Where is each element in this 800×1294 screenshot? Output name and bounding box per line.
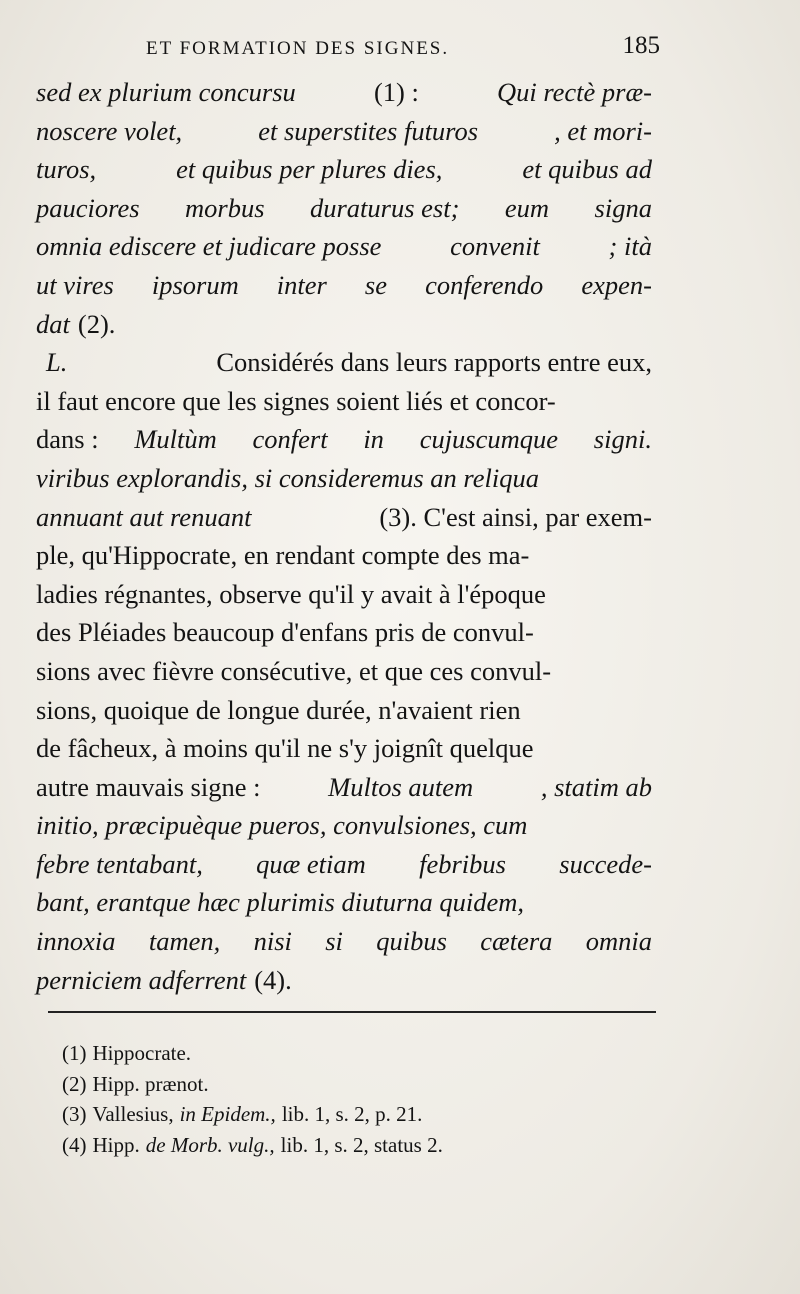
- text-segment: si: [325, 926, 343, 957]
- footnote-text: lib. 1, s. 2, p. 21.: [281, 1102, 423, 1126]
- text-segment: succede-: [559, 848, 652, 879]
- footnote-marker: (4): [62, 1132, 87, 1157]
- footnote-text: Hipp. prænot.: [92, 1071, 209, 1096]
- text-segment: et quibus per plures dies,: [176, 154, 443, 185]
- text-segment: expen-: [581, 269, 652, 300]
- footnote-marker: (2): [62, 1071, 87, 1096]
- text-segment: sions avec fièvre consécutive, et que ces convul-: [36, 655, 552, 686]
- text-line: [36, 961, 652, 1000]
- text-segment: dans :: [36, 424, 99, 455]
- text-segment: febre tentabant,: [36, 848, 203, 879]
- text-segment: autre mauvais signe :: [36, 771, 261, 802]
- text-segment: febribus: [419, 848, 506, 879]
- text-segment: initio, præcipuèque pueros, convulsiones, cum: [36, 810, 528, 841]
- text-segment: (4).: [254, 964, 292, 995]
- text-line: [36, 382, 652, 421]
- text-segment: signi.: [593, 424, 652, 455]
- text-segment: , statim ab: [540, 771, 652, 802]
- text-line: [36, 652, 652, 691]
- text-segment: Multos autem: [328, 771, 474, 802]
- footnote-marker: (1): [62, 1041, 87, 1065]
- text-segment: noscere volet,: [36, 115, 183, 146]
- text-line: [36, 305, 652, 344]
- text-segment: conferendo: [425, 269, 544, 300]
- text-segment: Considérés dans leurs rapports entre eux,: [216, 347, 652, 378]
- text-segment: Qui rectè præ-: [496, 77, 652, 107]
- text-segment: in: [363, 424, 384, 455]
- main-text: [36, 73, 652, 999]
- footnote-text: Vallesius,: [92, 1102, 174, 1126]
- text-segment: sed ex plurium concursu: [36, 77, 296, 107]
- text-segment: confert: [252, 424, 328, 455]
- text-segment: omnia ediscere et judicare posse: [36, 231, 382, 262]
- text-line: [36, 73, 652, 112]
- footnote-text: lib. 1, s. 2, status 2.: [280, 1132, 443, 1157]
- footnote-text: Hippocrate.: [92, 1041, 192, 1065]
- text-line: [36, 420, 652, 459]
- text-segment: des Pléiades beaucoup d'enfans pris de convul-: [36, 617, 534, 648]
- text-line: [36, 536, 652, 575]
- text-segment: pauciores: [36, 192, 140, 223]
- footnote-text: de Morb. vulg.,: [145, 1132, 275, 1157]
- text-line: [36, 729, 652, 768]
- text-segment: annuant aut renuant: [36, 501, 252, 532]
- text-line: [36, 112, 652, 151]
- text-segment: (3). C'est ainsi, par exem-: [379, 501, 652, 532]
- footnotes: [62, 1038, 642, 1160]
- page-header: [140, 28, 660, 68]
- text-line: [36, 845, 652, 884]
- text-segment: bant, erantque hæc plurimis diuturna quidem,: [36, 887, 525, 918]
- text-segment: eum: [504, 192, 550, 223]
- footnote-text: in Epidem.,: [179, 1102, 276, 1126]
- text-segment: turos,: [36, 154, 97, 185]
- text-segment: Multùm: [134, 424, 217, 455]
- footnote: [62, 1069, 642, 1100]
- footnote-text: Hipp.: [92, 1132, 140, 1157]
- text-segment: ipsorum: [151, 269, 239, 300]
- footnote-marker: (3): [62, 1102, 87, 1126]
- text-line: [36, 768, 652, 807]
- text-segment: innoxia: [36, 926, 116, 957]
- text-segment: ; ità: [608, 231, 652, 262]
- text-segment: dat: [36, 308, 70, 339]
- text-segment: et superstites futuros: [258, 115, 479, 146]
- text-line: [36, 575, 652, 614]
- text-segment: il faut encore que les signes soient liés et concor-: [36, 385, 556, 416]
- text-segment: se: [364, 269, 387, 300]
- footnote-separator: [48, 1011, 656, 1013]
- footnote: [62, 1099, 642, 1130]
- text-segment: signa: [594, 192, 652, 223]
- text-segment: tamen,: [148, 926, 221, 957]
- text-segment: , et mori-: [554, 115, 652, 146]
- text-line: [36, 189, 652, 228]
- text-segment: cujuscumque: [419, 424, 559, 455]
- text-segment: (1) :: [373, 77, 419, 107]
- text-line: [36, 227, 652, 266]
- text-segment: viribus explorandis, si consideremus an reliqua: [36, 462, 539, 493]
- text-line: [36, 459, 652, 498]
- text-segment: morbus: [185, 192, 265, 223]
- text-segment: de fâcheux, à moins qu'il ne s'y joignît quelque: [36, 733, 534, 764]
- text-segment: duraturus est;: [309, 192, 460, 223]
- text-segment: ut vires: [36, 269, 114, 300]
- footnote: [62, 1038, 642, 1069]
- text-line: [36, 150, 652, 189]
- text-segment: quæ etiam: [256, 848, 366, 879]
- text-segment: nisi: [253, 926, 292, 957]
- text-segment: cætera: [480, 926, 553, 957]
- text-line: [36, 883, 652, 922]
- text-segment: L.: [46, 347, 68, 378]
- text-line: [36, 498, 652, 537]
- text-segment: quibus: [376, 926, 447, 957]
- text-segment: sions, quoique de longue durée, n'avaient rien: [36, 694, 521, 725]
- text-segment: perniciem adferrent: [36, 964, 247, 995]
- text-line: [36, 922, 652, 961]
- text-segment: omnia: [585, 926, 652, 957]
- text-line: [36, 691, 652, 730]
- text-line: [36, 266, 652, 305]
- text-segment: inter: [276, 269, 327, 300]
- text-segment: (2).: [77, 308, 116, 339]
- footnote: [62, 1130, 642, 1161]
- text-segment: et quibus ad: [522, 154, 652, 185]
- text-line: [36, 613, 652, 652]
- text-segment: ladies régnantes, observe qu'il y avait à l'époque: [36, 578, 546, 609]
- text-line: [36, 343, 652, 382]
- page-number: 185: [622, 32, 660, 59]
- text-segment: ple, qu'Hippocrate, en rendant compte des ma-: [36, 540, 530, 571]
- text-line: [36, 806, 652, 845]
- text-segment: convenit: [450, 231, 540, 262]
- running-head: ET FORMATION DES SIGNES.: [146, 38, 450, 59]
